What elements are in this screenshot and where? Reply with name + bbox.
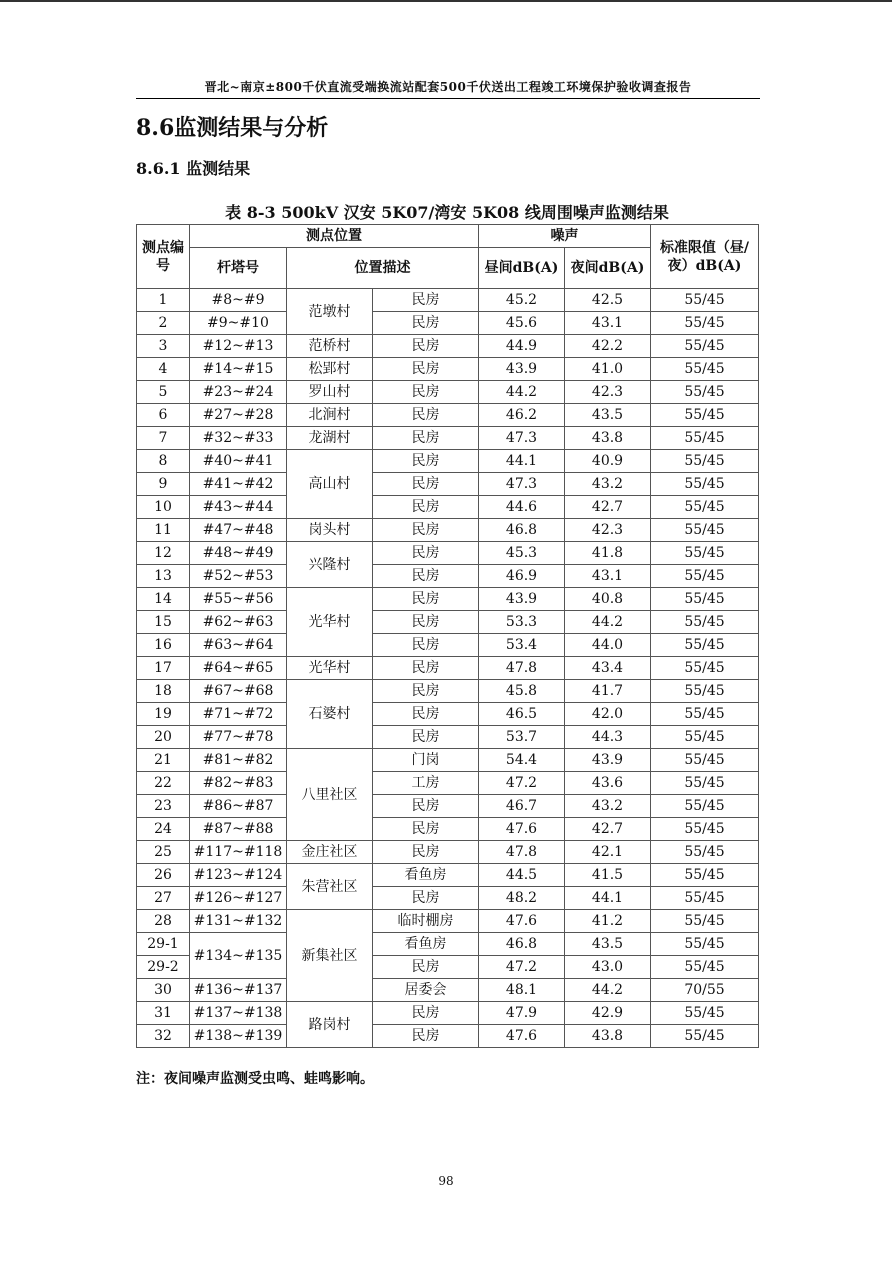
cell-building: 民房 — [373, 634, 479, 657]
table-row — [137, 473, 759, 496]
cell-tower: #71~#72 — [190, 703, 287, 726]
cell-limit: 55/45 — [651, 910, 759, 933]
cell-day: 53.7 — [479, 726, 565, 749]
cell-night: 41.2 — [565, 910, 651, 933]
cell-day: 44.1 — [479, 450, 565, 473]
cell-point-no: 9 — [137, 473, 190, 496]
cell-building: 民房 — [373, 956, 479, 979]
table-row — [137, 381, 759, 404]
cell-point-no: 29-2 — [137, 956, 190, 979]
cell-building: 民房 — [373, 404, 479, 427]
cell-village: 光华村 — [287, 588, 373, 657]
header-day: 昼间dB(A) — [479, 248, 565, 289]
cell-building: 民房 — [373, 1002, 479, 1025]
cell-limit: 55/45 — [651, 358, 759, 381]
cell-village: 龙湖村 — [287, 427, 373, 450]
table-caption: 表 8-3 500kV 汉安 5K07/湾安 5K08 线周围噪声监测结果 — [225, 203, 669, 222]
table-row — [137, 749, 759, 772]
cell-tower: #12~#13 — [190, 335, 287, 358]
cell-tower: #87~#88 — [190, 818, 287, 841]
header-description: 位置描述 — [287, 248, 479, 289]
header-night: 夜间dB(A) — [565, 248, 651, 289]
cell-point-no: 29-1 — [137, 933, 190, 956]
cell-limit: 55/45 — [651, 772, 759, 795]
cell-night: 43.5 — [565, 404, 651, 427]
cell-point-no: 10 — [137, 496, 190, 519]
cell-building: 工房 — [373, 772, 479, 795]
cell-day: 45.2 — [479, 289, 565, 312]
cell-day: 47.2 — [479, 772, 565, 795]
cell-tower: #138~#139 — [190, 1025, 287, 1048]
cell-point-no: 22 — [137, 772, 190, 795]
table-row — [137, 289, 759, 312]
table-row — [137, 726, 759, 749]
cell-night: 41.0 — [565, 358, 651, 381]
cell-day: 44.2 — [479, 381, 565, 404]
cell-tower: #123~#124 — [190, 864, 287, 887]
cell-building: 民房 — [373, 312, 479, 335]
cell-night: 43.6 — [565, 772, 651, 795]
table-row — [137, 703, 759, 726]
cell-point-no: 15 — [137, 611, 190, 634]
cell-building: 民房 — [373, 588, 479, 611]
cell-night: 42.2 — [565, 335, 651, 358]
header-tower: 杆塔号 — [190, 248, 287, 289]
cell-limit: 55/45 — [651, 703, 759, 726]
cell-limit: 55/45 — [651, 381, 759, 404]
cell-day: 43.9 — [479, 588, 565, 611]
table-row — [137, 818, 759, 841]
cell-limit: 55/45 — [651, 289, 759, 312]
cell-tower: #43~#44 — [190, 496, 287, 519]
cell-night: 44.0 — [565, 634, 651, 657]
cell-point-no: 5 — [137, 381, 190, 404]
cell-night: 41.8 — [565, 542, 651, 565]
header-rule — [136, 98, 760, 99]
cell-day: 44.6 — [479, 496, 565, 519]
cell-night: 44.3 — [565, 726, 651, 749]
cell-point-no: 11 — [137, 519, 190, 542]
table-row — [137, 450, 759, 473]
subsection-title: 8.6.1 监测结果 — [136, 159, 251, 178]
cell-building: 民房 — [373, 841, 479, 864]
cell-point-no: 26 — [137, 864, 190, 887]
cell-building: 民房 — [373, 657, 479, 680]
cell-building: 民房 — [373, 358, 479, 381]
cell-limit: 55/45 — [651, 887, 759, 910]
cell-point-no: 18 — [137, 680, 190, 703]
cell-building: 民房 — [373, 611, 479, 634]
cell-limit: 55/45 — [651, 519, 759, 542]
cell-night: 43.2 — [565, 795, 651, 818]
table-row — [137, 841, 759, 864]
cell-point-no: 6 — [137, 404, 190, 427]
cell-day: 45.3 — [479, 542, 565, 565]
cell-tower: #82~#83 — [190, 772, 287, 795]
cell-limit: 55/45 — [651, 1025, 759, 1048]
cell-night: 42.9 — [565, 1002, 651, 1025]
top-border — [0, 0, 892, 2]
table-row — [137, 634, 759, 657]
cell-limit: 55/45 — [651, 611, 759, 634]
cell-building: 门岗 — [373, 749, 479, 772]
cell-tower: #63~#64 — [190, 634, 287, 657]
table-row — [137, 404, 759, 427]
cell-tower: #40~#41 — [190, 450, 287, 473]
running-header: 晋北~南京±800千伏直流受端换流站配套500千伏送出工程竣工环境保护验收调查报告 — [204, 80, 692, 94]
table-row — [137, 312, 759, 335]
cell-point-no: 7 — [137, 427, 190, 450]
cell-village: 金庄社区 — [287, 841, 373, 864]
cell-day: 46.9 — [479, 565, 565, 588]
cell-day: 54.4 — [479, 749, 565, 772]
cell-point-no: 20 — [137, 726, 190, 749]
page-number: 98 — [438, 1174, 454, 1188]
cell-point-no: 17 — [137, 657, 190, 680]
cell-day: 53.3 — [479, 611, 565, 634]
cell-day: 44.9 — [479, 335, 565, 358]
cell-night: 41.7 — [565, 680, 651, 703]
cell-building: 民房 — [373, 335, 479, 358]
cell-limit: 55/45 — [651, 565, 759, 588]
cell-tower: #131~#132 — [190, 910, 287, 933]
cell-tower: #64~#65 — [190, 657, 287, 680]
cell-point-no: 23 — [137, 795, 190, 818]
cell-tower: #117~#118 — [190, 841, 287, 864]
cell-night: 43.8 — [565, 1025, 651, 1048]
table-row — [137, 519, 759, 542]
cell-day: 47.8 — [479, 841, 565, 864]
cell-village: 朱营社区 — [287, 864, 373, 910]
cell-limit: 55/45 — [651, 1002, 759, 1025]
cell-day: 47.2 — [479, 956, 565, 979]
cell-limit: 55/45 — [651, 404, 759, 427]
cell-night: 43.1 — [565, 565, 651, 588]
cell-village: 罗山村 — [287, 381, 373, 404]
table-row — [137, 910, 759, 933]
cell-village: 新集社区 — [287, 910, 373, 1002]
cell-village: 光华村 — [287, 657, 373, 680]
header-limit: 标准限值（昼/夜）dB(A) — [651, 225, 759, 289]
cell-point-no: 1 — [137, 289, 190, 312]
table-row — [137, 1025, 759, 1048]
cell-tower: #48~#49 — [190, 542, 287, 565]
cell-tower: #41~#42 — [190, 473, 287, 496]
cell-night: 43.4 — [565, 657, 651, 680]
cell-day: 47.6 — [479, 910, 565, 933]
cell-building: 民房 — [373, 473, 479, 496]
cell-limit: 55/45 — [651, 588, 759, 611]
cell-village: 范墩村 — [287, 289, 373, 335]
cell-limit: 55/45 — [651, 427, 759, 450]
cell-limit: 55/45 — [651, 933, 759, 956]
table-row — [137, 795, 759, 818]
cell-point-no: 19 — [137, 703, 190, 726]
cell-day: 48.2 — [479, 887, 565, 910]
cell-tower: #52~#53 — [190, 565, 287, 588]
cell-limit: 55/45 — [651, 450, 759, 473]
cell-tower: #86~#87 — [190, 795, 287, 818]
cell-day: 46.5 — [479, 703, 565, 726]
table-row — [137, 611, 759, 634]
table-row — [137, 358, 759, 381]
cell-village: 兴隆村 — [287, 542, 373, 588]
cell-point-no: 16 — [137, 634, 190, 657]
cell-tower: #126~#127 — [190, 887, 287, 910]
cell-tower: #136~#137 — [190, 979, 287, 1002]
cell-night: 41.5 — [565, 864, 651, 887]
cell-limit: 70/55 — [651, 979, 759, 1002]
cell-building: 民房 — [373, 565, 479, 588]
table-row — [137, 427, 759, 450]
cell-building: 民房 — [373, 887, 479, 910]
cell-day: 48.1 — [479, 979, 565, 1002]
cell-limit: 55/45 — [651, 312, 759, 335]
cell-tower: #134~#135 — [190, 933, 287, 979]
table-row — [137, 542, 759, 565]
cell-building: 居委会 — [373, 979, 479, 1002]
cell-point-no: 31 — [137, 1002, 190, 1025]
cell-day: 46.7 — [479, 795, 565, 818]
cell-night: 42.7 — [565, 496, 651, 519]
cell-point-no: 27 — [137, 887, 190, 910]
cell-limit: 55/45 — [651, 749, 759, 772]
table-row — [137, 335, 759, 358]
cell-night: 42.3 — [565, 381, 651, 404]
table-row — [137, 933, 759, 956]
cell-building: 看鱼房 — [373, 933, 479, 956]
cell-night: 44.2 — [565, 611, 651, 634]
cell-point-no: 14 — [137, 588, 190, 611]
cell-day: 47.6 — [479, 1025, 565, 1048]
cell-village: 路岗村 — [287, 1002, 373, 1048]
cell-day: 46.8 — [479, 933, 565, 956]
cell-point-no: 25 — [137, 841, 190, 864]
cell-point-no: 32 — [137, 1025, 190, 1048]
cell-day: 44.5 — [479, 864, 565, 887]
cell-limit: 55/45 — [651, 634, 759, 657]
cell-day: 45.6 — [479, 312, 565, 335]
cell-building: 民房 — [373, 818, 479, 841]
table-body — [137, 289, 759, 1048]
cell-village: 八里社区 — [287, 749, 373, 841]
cell-tower: #67~#68 — [190, 680, 287, 703]
cell-building: 民房 — [373, 795, 479, 818]
cell-night: 42.3 — [565, 519, 651, 542]
cell-tower: #8~#9 — [190, 289, 287, 312]
cell-night: 43.1 — [565, 312, 651, 335]
table-row — [137, 496, 759, 519]
cell-night: 42.7 — [565, 818, 651, 841]
cell-night: 43.2 — [565, 473, 651, 496]
cell-limit: 55/45 — [651, 335, 759, 358]
cell-village: 石婆村 — [287, 680, 373, 749]
cell-night: 44.2 — [565, 979, 651, 1002]
cell-tower: #32~#33 — [190, 427, 287, 450]
header-point-no: 测点编号 — [137, 225, 190, 289]
cell-tower: #9~#10 — [190, 312, 287, 335]
cell-point-no: 3 — [137, 335, 190, 358]
table-row — [137, 657, 759, 680]
cell-day: 45.8 — [479, 680, 565, 703]
cell-day: 46.2 — [479, 404, 565, 427]
table-row — [137, 864, 759, 887]
cell-day: 47.6 — [479, 818, 565, 841]
cell-point-no: 12 — [137, 542, 190, 565]
table-row — [137, 565, 759, 588]
table-row — [137, 887, 759, 910]
cell-point-no: 24 — [137, 818, 190, 841]
cell-tower: #55~#56 — [190, 588, 287, 611]
cell-building: 民房 — [373, 680, 479, 703]
cell-night: 44.1 — [565, 887, 651, 910]
cell-limit: 55/45 — [651, 841, 759, 864]
cell-night: 43.8 — [565, 427, 651, 450]
cell-building: 民房 — [373, 726, 479, 749]
cell-day: 53.4 — [479, 634, 565, 657]
table-note: 注：夜间噪声监测受虫鸣、蛙鸣影响。 — [136, 1071, 374, 1087]
cell-day: 47.9 — [479, 1002, 565, 1025]
cell-building: 民房 — [373, 450, 479, 473]
cell-night: 42.1 — [565, 841, 651, 864]
cell-limit: 55/45 — [651, 726, 759, 749]
table-row — [137, 680, 759, 703]
table-row — [137, 1002, 759, 1025]
cell-day: 47.3 — [479, 427, 565, 450]
cell-building: 民房 — [373, 289, 479, 312]
cell-building: 民房 — [373, 542, 479, 565]
cell-point-no: 13 — [137, 565, 190, 588]
cell-tower: #81~#82 — [190, 749, 287, 772]
section-title: 8.6监测结果与分析 — [136, 115, 329, 141]
cell-point-no: 4 — [137, 358, 190, 381]
cell-point-no: 28 — [137, 910, 190, 933]
cell-night: 42.5 — [565, 289, 651, 312]
cell-limit: 55/45 — [651, 864, 759, 887]
cell-building: 民房 — [373, 519, 479, 542]
cell-limit: 55/45 — [651, 496, 759, 519]
cell-limit: 55/45 — [651, 542, 759, 565]
cell-tower: #23~#24 — [190, 381, 287, 404]
cell-point-no: 30 — [137, 979, 190, 1002]
cell-night: 40.9 — [565, 450, 651, 473]
cell-day: 47.3 — [479, 473, 565, 496]
cell-limit: 55/45 — [651, 818, 759, 841]
table-row — [137, 772, 759, 795]
cell-building: 民房 — [373, 427, 479, 450]
cell-limit: 55/45 — [651, 657, 759, 680]
cell-limit: 55/45 — [651, 956, 759, 979]
cell-tower: #14~#15 — [190, 358, 287, 381]
cell-building: 民房 — [373, 703, 479, 726]
cell-building: 民房 — [373, 1025, 479, 1048]
cell-tower: #27~#28 — [190, 404, 287, 427]
cell-point-no: 21 — [137, 749, 190, 772]
cell-limit: 55/45 — [651, 473, 759, 496]
noise-results-table — [136, 224, 759, 1048]
cell-tower: #77~#78 — [190, 726, 287, 749]
cell-limit: 55/45 — [651, 795, 759, 818]
cell-village: 北涧村 — [287, 404, 373, 427]
table-row — [137, 588, 759, 611]
cell-tower: #62~#63 — [190, 611, 287, 634]
cell-village: 高山村 — [287, 450, 373, 519]
header-location: 测点位置 — [190, 225, 479, 248]
cell-point-no: 8 — [137, 450, 190, 473]
cell-night: 40.8 — [565, 588, 651, 611]
cell-building: 看鱼房 — [373, 864, 479, 887]
cell-building: 民房 — [373, 496, 479, 519]
cell-night: 42.0 — [565, 703, 651, 726]
cell-night: 43.5 — [565, 933, 651, 956]
cell-tower: #47~#48 — [190, 519, 287, 542]
cell-village: 松郢村 — [287, 358, 373, 381]
cell-point-no: 2 — [137, 312, 190, 335]
cell-tower: #137~#138 — [190, 1002, 287, 1025]
cell-building: 临时棚房 — [373, 910, 479, 933]
cell-building: 民房 — [373, 381, 479, 404]
cell-day: 46.8 — [479, 519, 565, 542]
cell-day: 43.9 — [479, 358, 565, 381]
cell-day: 47.8 — [479, 657, 565, 680]
cell-night: 43.9 — [565, 749, 651, 772]
cell-village: 岗头村 — [287, 519, 373, 542]
cell-night: 43.0 — [565, 956, 651, 979]
cell-village: 范桥村 — [287, 335, 373, 358]
cell-limit: 55/45 — [651, 680, 759, 703]
table-row — [137, 979, 759, 1002]
header-noise: 噪声 — [479, 225, 651, 248]
